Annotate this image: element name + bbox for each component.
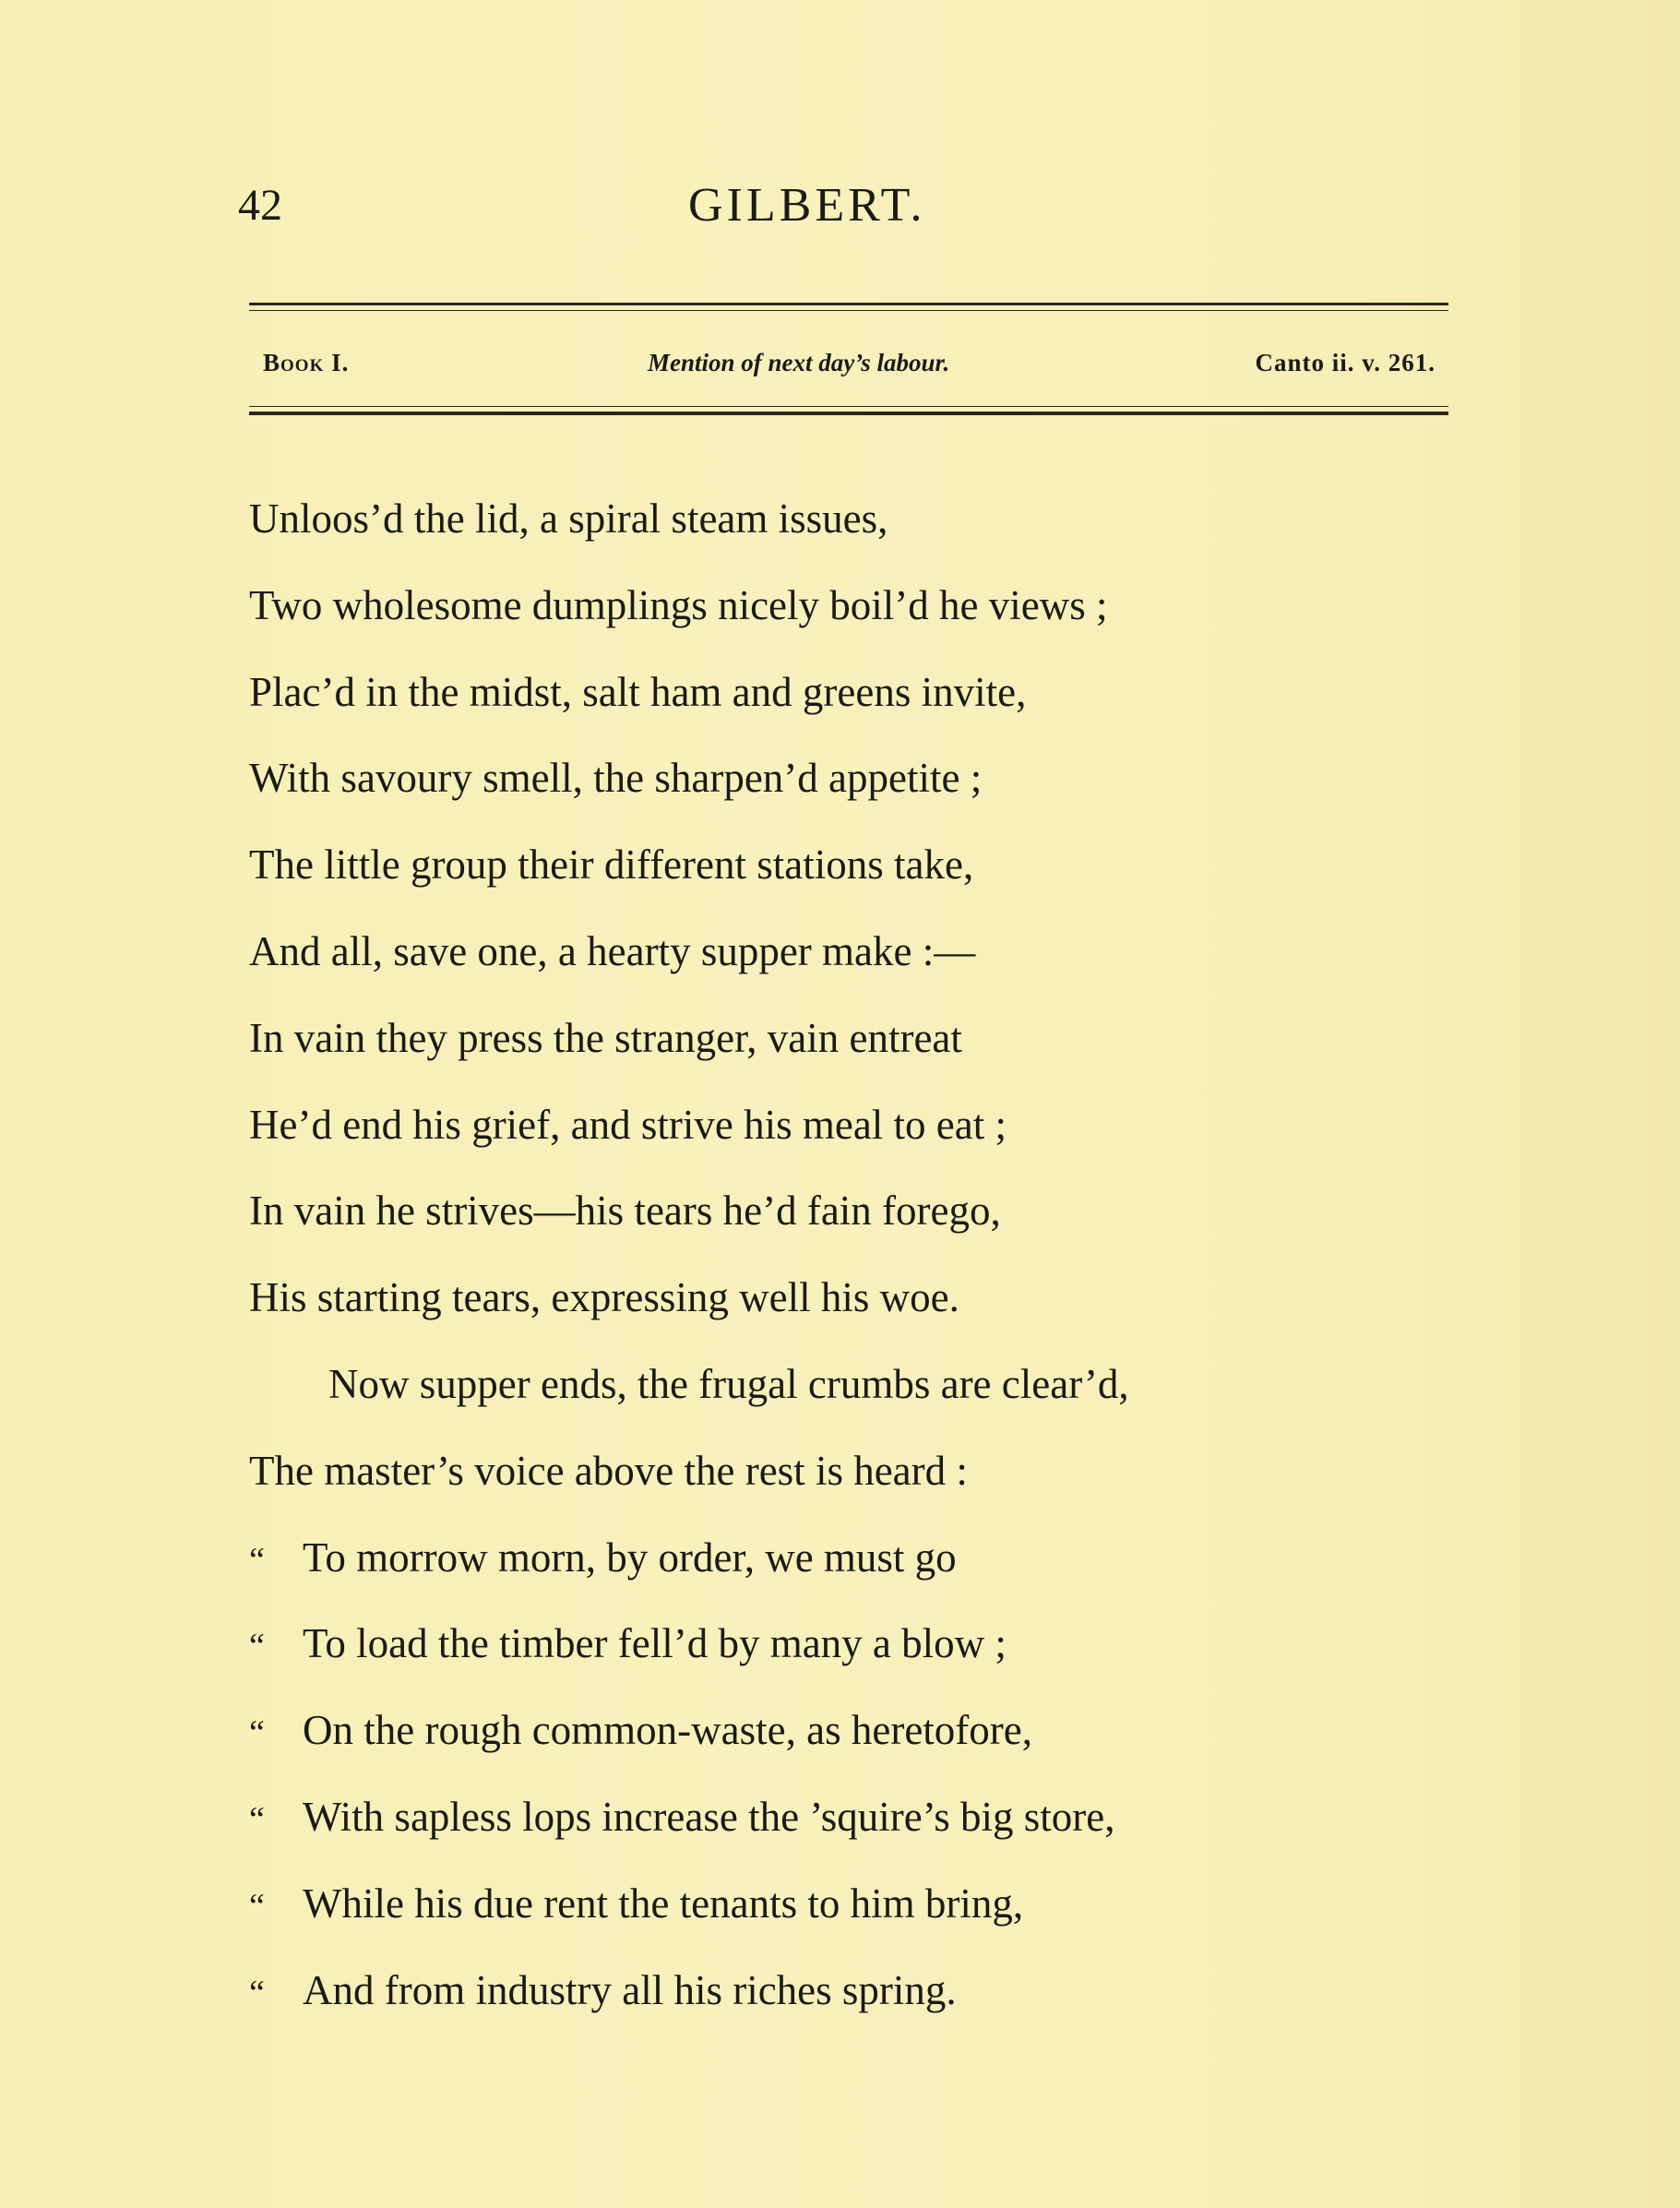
verse-line-quoted [249,1521,1448,1607]
verse-text: With savoury smell, the sharpen’d appetite ; [249,755,983,802]
canto-reference: Canto ii. v. 261. [1255,349,1436,376]
verse-line-quoted [249,1693,1448,1780]
verse-line [249,741,1448,828]
book-label: Book I. [263,349,350,376]
top-rule-thick [249,303,1448,305]
verse-line [249,1174,1448,1260]
verse-text: To load the timber fell’d by many a blow ; [303,1620,1007,1667]
verse-line-quoted [249,1867,1448,1953]
verse-text: Plac’d in the midst, salt ham and greens invite, [249,668,1027,715]
section-topic: Mention of next day’s labour. [648,349,950,376]
quote-mark: “ [249,1540,265,1580]
verse-text: On the rough common-waste, as heretofore, [303,1707,1032,1754]
verse-text: And from industry all his riches spring. [303,1966,957,2013]
bottom-rule-thin [249,406,1448,407]
verse-text: To morrow morn, by order, we must go [303,1534,957,1581]
verse-text: He’d end his grief, and strive his meal to eat ; [249,1101,1007,1148]
verse-line [249,1434,1448,1521]
verse-text: In vain he strives—his tears he’d fain forego, [249,1188,1001,1235]
page-number: 42 [238,181,282,230]
verse-line [249,482,1448,568]
verse-line [249,1001,1448,1088]
quote-mark: “ [249,1973,265,2012]
verse-text: Unloos’d the lid, a spiral steam issues, [249,495,888,542]
verse-line [249,1088,1448,1175]
verse-text: His starting tears, expressing well his woe. [249,1274,959,1321]
section-subhead [249,332,1448,393]
bottom-rule-thick [249,412,1448,415]
verse-text: With sapless lops increase the ’squire’s big store, [303,1793,1115,1840]
verse-text: While his due rent the tenants to him bring, [303,1880,1024,1927]
verse-line-quoted [249,1606,1448,1693]
verse-line [249,1260,1448,1347]
verse-text: In vain they press the stranger, vain entreat [249,1014,962,1061]
verse-text: Now supper ends, the frugal crumbs are clear’d, [328,1360,1129,1407]
running-title: GILBERT. [688,179,926,232]
verse-line-quoted [249,1780,1448,1867]
quote-mark: “ [249,1886,265,1926]
verse-line [249,568,1448,655]
verse-text: The master’s voice above the rest is heard : [249,1447,968,1494]
verse-text: The little group their different stations take, [249,841,974,889]
verse-line-indented [249,1347,1448,1434]
verse-line [249,655,1448,742]
running-head [238,173,1447,238]
poem-verses [249,482,1448,2039]
quote-mark: “ [249,1799,265,1839]
verse-line-quoted [249,1953,1448,2040]
verse-text: And all, save one, a hearty supper make :— [249,927,976,974]
verse-line [249,828,1448,914]
top-rule-thin [249,310,1448,311]
quote-mark: “ [249,1627,265,1666]
verse-line [249,914,1448,1001]
verse-text: Two wholesome dumplings nicely boil’d he views ; [249,581,1108,628]
quote-mark: “ [249,1713,265,1753]
